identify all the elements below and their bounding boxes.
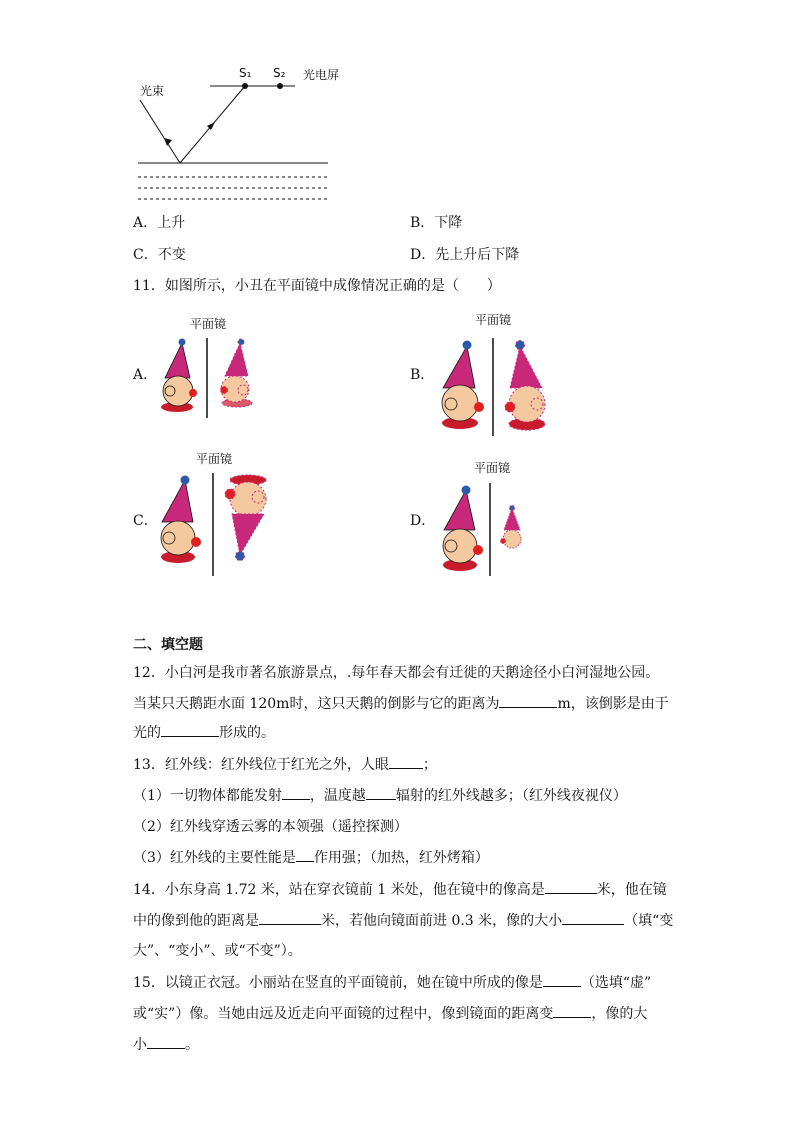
q10-option-c[interactable]: C．不变 [133,247,186,263]
clown-figure-c [150,468,290,578]
q13-item2: （2）红外线穿透云雾的本领强（遥控探测） [133,819,408,835]
s1-label: S₁ [239,66,252,80]
clown-figure-a [150,333,270,423]
q12-line3: 光的 形成的。 [133,722,275,742]
mirror-label-c: 平面镜 [196,452,233,466]
q13-blank-2[interactable] [282,785,310,800]
q11-stem: 11．如图所示，小丑在平面镜中成像情况正确的是（ ） [133,278,501,294]
q13-blank-4[interactable] [296,847,314,862]
q13-item1: （1）一切物体都能发射 ，温度越 辐射的红外线越多；（红外线夜视仪） [133,785,627,805]
q12-line2: 当某只天鹅距水面 120m时，这只天鹅的倒影与它的距离为 m，该倒影是由于 [133,693,669,713]
q15-line1: 15．以镜正衣冠。小丽站在竖直的平面镜前，她在镜中所成的像是 （选填“虚” [133,972,651,992]
q10-option-d[interactable]: D．先上升后下降 [410,247,520,263]
q13-blank-1[interactable] [389,754,423,769]
q15-blank-3[interactable] [147,1034,185,1049]
q14-blank-3[interactable] [562,910,624,925]
q15-blank-1[interactable] [543,972,581,987]
s2-label: S₂ [273,66,286,80]
q11-option-d[interactable]: D． [410,513,436,529]
q12-blank-2[interactable] [161,722,219,737]
mirror-label-b: 平面镜 [475,313,512,327]
q12-line1: 12．小白河是我市著名旅游景点，.每年春天都会有迁徙的天鹅途径小白河湿地公园。 [133,665,660,681]
q14-line1: 14．小东身高 1.72 米，站在穿衣镜前 1 米处，他在镜中的像高是 米，他在镜 [133,879,667,899]
q13-line1: 13．红外线：红外线位于红光之外，人眼 ； [133,754,437,774]
q13-item3: （3）红外线的主要性能是 作用强；（加热，红外烤箱） [133,847,489,867]
q14-line2: 中的像到他的距离是 米，若他向镜面前进 0.3 米，像的大小 （填“变 [133,910,673,930]
q15-blank-2[interactable] [553,1003,591,1018]
q11-option-a[interactable]: A． [133,367,158,383]
q15-line3: 小 。 [133,1034,199,1054]
beam-label: 光束 [140,84,165,98]
q14-blank-1[interactable] [545,879,597,894]
section-title: 二、填空题 [133,637,203,653]
q10-option-a[interactable]: A．上升 [133,215,186,231]
screen-label: 光电屏 [303,68,340,82]
q10-option-b[interactable]: B．下降 [410,215,463,231]
clown-figure-b [430,328,570,438]
q14-line3: 大”、“变小”、或“不变”）。 [133,943,302,959]
q15-line2: 或“实”）像。当她由远及近走向平面镜的过程中，像到镜面的距离变 ，像的大 [133,1003,647,1023]
q11-option-b[interactable]: B． [410,367,435,383]
q13-blank-3[interactable] [366,785,396,800]
mirror-label-d: 平面镜 [474,461,511,475]
clown-figure-d [432,478,552,578]
mirror-label-a: 平面镜 [190,317,227,331]
q12-blank-1[interactable] [499,693,557,708]
q11-option-c[interactable]: C． [133,513,158,529]
light-reflection-diagram [130,60,390,210]
q14-blank-2[interactable] [259,910,321,925]
